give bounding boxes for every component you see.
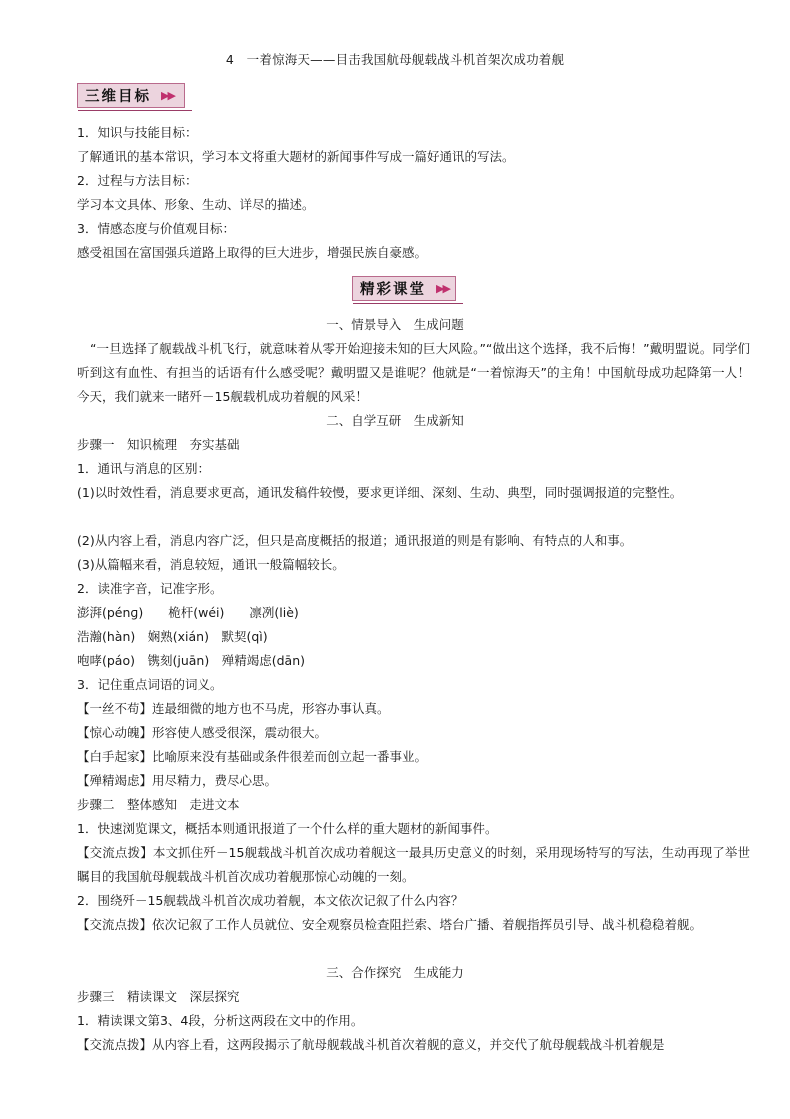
step-3-question-1: 1．精读课文第3、4段，分析这两段在文中的作用。: [77, 1013, 364, 1028]
section-badge-label: 三维目标: [85, 89, 151, 105]
vocab-2: 【惊心动魄】形容使人感受很深，震动很大。: [77, 725, 328, 740]
goal-1-text: 了解通讯的基本常识，学习本文将重大题材的新闻事件写成一篇好通讯的写法。: [77, 149, 515, 164]
goal-3-heading: 3．情感态度与价值观目标：: [77, 221, 235, 236]
section-badge-label: 精彩课堂: [360, 282, 426, 298]
section-badge-jingcai: [352, 276, 456, 301]
step-2-question-2: 2．围绕歼－15舰载战斗机首次成功着舰，本文依次记叙了什么内容？: [77, 893, 464, 908]
question-1: 1．通讯与消息的区别：: [77, 461, 210, 476]
goal-3-text: 感受祖国在富国强兵道路上取得的巨大进步，增强民族自豪感。: [77, 245, 428, 260]
vocab-4: 【殚精竭虑】用尽精力，费尽心思。: [77, 773, 278, 788]
goal-2-text: 学习本文具体、形象、生动、详尽的描述。: [77, 197, 315, 212]
step-2-question-1: 1．快速浏览课文，概括本则通讯报道了一个什么样的重大题材的新闻事件。: [77, 821, 498, 836]
step-3-heading: 步骤三 精读课文 深层探究: [77, 989, 240, 1004]
step-2-answer-2: 【交流点拨】依次记叙了工作人员就位、安全观察员检查阻拦索、塔台广播、着舰指挥员引导、战斗机稳稳着舰。: [77, 917, 703, 932]
pinyin-row-3: 咆哮(páo) 镌刻(juān) 殚精竭虑(dān): [77, 653, 305, 668]
question-2: 2．读准字音，记准字形。: [77, 581, 223, 596]
goal-2-heading: 2．过程与方法目标：: [77, 173, 198, 188]
pinyin-row-2: 浩瀚(hàn) 娴熟(xián) 默契(qì): [77, 629, 268, 644]
pinyin-row-1: 澎湃(pénɡ) 桅杆(wéi) 凛冽(liè): [77, 605, 299, 620]
vocab-1: 【一丝不苟】连最细微的地方也不马虎，形容办事认真。: [77, 701, 390, 716]
section-badge-sanwei: [77, 83, 185, 108]
page-title: 4 一着惊海天——目击我国航母舰载战斗机首架次成功着舰: [225, 52, 565, 67]
step-2-answer-1: 【交流点拨】本文抓住歼－15舰载战斗机首次成功着舰这一最具历史意义的时刻，采用现场特写的写法，生动再现了举世瞩目的我国航母舰载战斗机首次成功着舰那惊心动魄的一刻。: [77, 845, 750, 884]
section-heading-1: 一、情景导入 生成问题: [326, 317, 464, 332]
section-heading-2: 二、自学互研 生成新知: [326, 413, 464, 428]
section-heading-3: 三、合作探究 生成能力: [326, 965, 464, 980]
double-arrow-icon: ▶▶: [436, 282, 449, 295]
difference-2: (2)从内容上看，消息内容广泛，但只是高度概括的报道；通讯报道的则是有影响、有特点的人和事。: [77, 533, 633, 548]
intro-paragraph: “一旦选择了舰载战斗机飞行，就意味着从零开始迎接未知的巨大风险。”“做出这个选择，我不后悔！”戴明盟说。同学们听到这有血性、有担当的话语有什么感受呢？戴明盟又是谁呢？他就是“一着惊海天”的主角！中国航母成功起降第一人！今天，我们就来一睹歼－15舰载机成功着舰的风采！: [77, 341, 750, 404]
double-arrow-icon: ▶▶: [161, 89, 174, 102]
step-1-heading: 步骤一 知识梳理 夯实基础: [77, 437, 240, 452]
goal-1-heading: 1．知识与技能目标：: [77, 125, 198, 140]
step-2-heading: 步骤二 整体感知 走进文本: [77, 797, 240, 812]
difference-1: (1)以时效性看，消息要求更高，通讯发稿件较慢，要求更详细、深刻、生动、典型，同时强调报道的完整性。: [77, 485, 683, 500]
difference-3: (3)从篇幅来看，消息较短，通讯一般篇幅较长。: [77, 557, 345, 572]
vocab-3: 【白手起家】比喻原来没有基础或条件很差而创立起一番事业。: [77, 749, 428, 764]
question-3: 3．记住重点词语的词义。: [77, 677, 223, 692]
step-3-answer-1: 【交流点拨】从内容上看，这两段揭示了航母舰载战斗机首次着舰的意义，并交代了航母舰载战斗机着舰是: [77, 1037, 665, 1052]
